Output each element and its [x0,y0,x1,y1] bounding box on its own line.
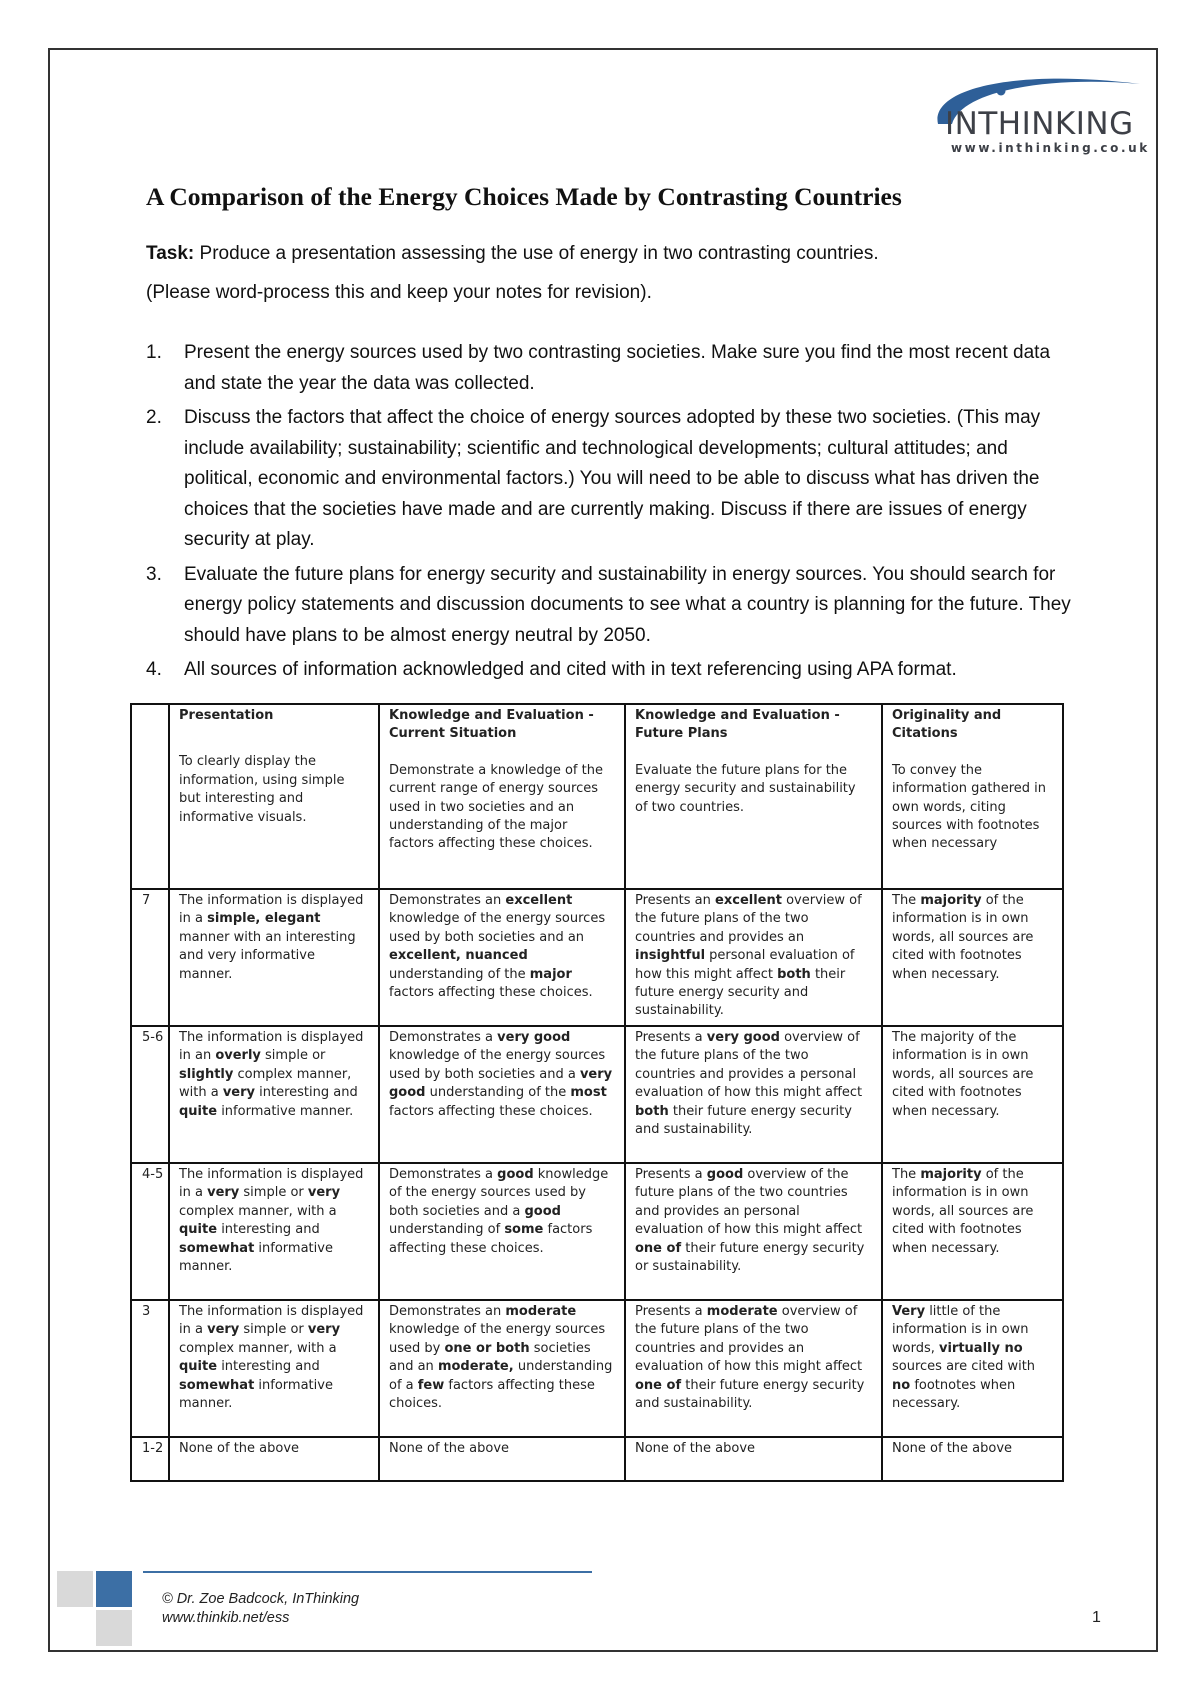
rubric-header-row [131,704,1063,889]
rubric-cell: The information is displayed in an overly simple or slightly complex manner, with a very interesting and quite informative manner. [169,1026,379,1163]
emphasis-text: few [417,1377,445,1393]
emphasis-text: very good [389,1066,613,1101]
step-text: Present the energy sources used by two contrasting societies. Make sure you find the most recent data and state the year the data was collected. [184,342,1051,394]
emphasis-text: very [307,1185,341,1201]
footer-credits [162,1590,359,1628]
emphasis-text: very good [497,1030,571,1045]
logo-wordmark: INTHINKING [945,106,1134,142]
criterion-description: To clearly display the information, using simple but interesting and informative visuals. [179,754,345,825]
step-number: 2. [146,407,162,428]
emphasis-text: excellent, nuanced [389,948,528,964]
emphasis-text: most [570,1085,607,1101]
emphasis-text: good [706,1167,744,1182]
emphasis-text: somewhat [179,1377,255,1393]
rubric-cell: Presents a very good overview of the future plans of the two countries and provides a personal evaluation of how this might affect both their future energy security and sustainability. [625,1026,882,1163]
emphasis-text: very [307,1322,341,1338]
assessment-rubric-table [130,703,1064,1482]
criterion-title: Knowledge and Evaluation - Current Situation [389,708,594,742]
mark-band: 7 [131,889,169,1026]
rubric-header-cell [625,704,882,889]
revision-note: (Please word-process this and keep your notes for revision). [146,282,652,303]
criterion-description: To convey the information gathered in own words, citing sources with footnotes when necessary [892,762,1047,852]
emphasis-text: virtually no [939,1340,1023,1356]
page-title: A Comparison of the Energy Choices Made by Contrasting Countries [146,182,902,211]
emphasis-text: quite [179,1222,218,1238]
emphasis-text: Very [892,1304,926,1319]
emphasis-text: major [529,966,572,982]
rubric-row [131,1026,1063,1163]
rubric-row [131,889,1063,1026]
emphasis-text: no [892,1377,911,1393]
mark-band: 5-6 [131,1026,169,1163]
emphasis-text: moderate [505,1304,577,1319]
rubric-corner-cell [131,704,169,889]
rubric-cell: The majority of the information is in own words, all sources are cited with footnotes when necessary. [882,1026,1063,1163]
rubric-cell: The information is displayed in a very simple or very complex manner, with a quite interesting and somewhat informative manner. [169,1163,379,1300]
emphasis-text: quite [179,1103,218,1119]
rubric-cell: Presents an excellent overview of the future plans of the two countries and provides an insightful personal evaluation of how this might affect both their future energy security and sustainability. [625,889,882,1026]
emphasis-text: some [504,1222,544,1238]
rubric-header-cell [379,704,625,889]
rubric-header-cell [882,704,1063,889]
mark-band: 4-5 [131,1163,169,1300]
criterion-description: Demonstrate a knowledge of the current range of energy sources used in two societies and an understanding of the major factors affecting these choices. [389,762,603,852]
inthinking-logo [900,62,1150,162]
emphasis-text: moderate [706,1304,778,1319]
rubric-cell: Very little of the information is in own words, virtually no sources are cited with no footnotes when necessary. [882,1300,1063,1437]
emphasis-text: somewhat [179,1240,255,1256]
rubric-cell: The majority of the information is in own words, all sources are cited with footnotes when necessary. [882,1163,1063,1300]
rubric-cell: None of the above [379,1437,625,1481]
mark-band: 1-2 [131,1437,169,1481]
emphasis-text: good [497,1167,534,1182]
rubric-cell: Demonstrates an excellent knowledge of the energy sources used by both societies and an excellent, nuanced understanding of the major factors affecting these choices. [379,889,625,1026]
step-text: Evaluate the future plans for energy security and sustainability in energy sources. You should search for energy policy statements and discussion documents to see what a country is planning for the future. They should have plans to be almost energy neutral by 2050. [184,563,1071,646]
rubric-cell: The information is displayed in a very simple or very complex manner, with a quite interesting and somewhat informative manner. [169,1300,379,1437]
emphasis-text: good [524,1203,561,1219]
footer-copyright: © Dr. Zoe Badcock, InThinking [162,1591,360,1607]
footer-url: www.thinkib.net/ess [162,1610,290,1626]
logo-url: www.inthinking.co.uk [951,141,1150,155]
step-item [146,560,1081,652]
emphasis-text: majority [920,1167,982,1182]
rubric-cell: Presents a moderate overview of the future plans of the two countries and provides an evaluation of how this might affect one of their future energy security and sustainability. [625,1300,882,1437]
rubric-cell: Demonstrates a very good knowledge of the energy sources used by both societies and a very good understanding of the most factors affecting these choices. [379,1026,625,1163]
emphasis-text: one or both [444,1340,530,1356]
emphasis-text: very [207,1185,240,1201]
emphasis-text: very good [706,1030,780,1045]
emphasis-text: insightful [635,948,706,964]
emphasis-text: excellent [505,893,573,908]
footer-square-gray [96,1610,132,1646]
rubric-cell: None of the above [169,1437,379,1481]
emphasis-text: one of [635,1377,682,1393]
emphasis-text: simple, elegant [207,911,321,927]
step-number: 4. [146,659,162,680]
footer-square-blue [96,1571,132,1607]
step-text: All sources of information acknowledged and cited with in text referencing using APA format. [184,659,957,680]
mark-band: 3 [131,1300,169,1437]
emphasis-text: overly [215,1048,261,1064]
step-item [146,655,1081,686]
rubric-header-cell [169,704,379,889]
rubric-row [131,1300,1063,1437]
rubric-row [131,1437,1063,1481]
rubric-cell: Presents a good overview of the future plans of the two countries and provides an personal evaluation of how this might affect one of their future energy security or sustainability. [625,1163,882,1300]
rubric-cell: The majority of the information is in own words, all sources are cited with footnotes when necessary. [882,889,1063,1026]
step-number: 3. [146,563,162,585]
criterion-title: Knowledge and Evaluation - Future Plans [635,708,840,742]
rubric-cell: Demonstrates an moderate knowledge of the energy sources used by one or both societies and an moderate, understanding of a few factors affecting these choices. [379,1300,625,1437]
rubric-cell: The information is displayed in a simple, elegant manner with an interesting and very informative manner. [169,889,379,1026]
task-text: Produce a presentation assessing the use of energy in two contrasting countries. [199,243,879,264]
rubric-cell: None of the above [882,1437,1063,1481]
emphasis-text: both [777,966,811,982]
emphasis-text: very [207,1322,240,1338]
emphasis-text: slightly [179,1066,234,1082]
emphasis-text: very [222,1085,255,1101]
emphasis-text: majority [920,893,982,908]
page-number: 1 [1092,1609,1101,1626]
task-steps-list [146,338,1081,690]
criterion-title: Presentation [179,708,274,723]
step-number: 1. [146,342,162,363]
emphasis-text: moderate, [437,1359,514,1375]
step-item [146,403,1081,556]
step-text: Discuss the factors that affect the choice of energy sources adopted by these two societies. (This may include availability; sustainability; scientific and technological developments; cultural attitudes; and political, economic and environmental factors.) You will need to be able to discuss what has driven the choices that the societies have made and are currently making. Discuss if there are issues of energy security at play. [184,407,1041,550]
emphasis-text: quite [179,1359,218,1375]
criterion-description: Evaluate the future plans for the energy security and sustainability of two countries. [635,762,856,815]
rubric-row [131,1163,1063,1300]
rubric-cell: None of the above [625,1437,882,1481]
emphasis-text: both [635,1103,669,1119]
emphasis-text: one of [635,1240,682,1256]
criterion-title: Originality and Citations [892,708,1002,742]
step-item [146,338,1081,399]
footer-square-gray [57,1571,93,1607]
task-line [146,243,879,265]
emphasis-text: excellent [715,893,782,908]
rubric-cell: Demonstrates a good knowledge of the energy sources used by both societies and a good understanding of some factors affecting these choices. [379,1163,625,1300]
footer-divider [143,1571,592,1573]
task-label: Task: [146,243,195,264]
